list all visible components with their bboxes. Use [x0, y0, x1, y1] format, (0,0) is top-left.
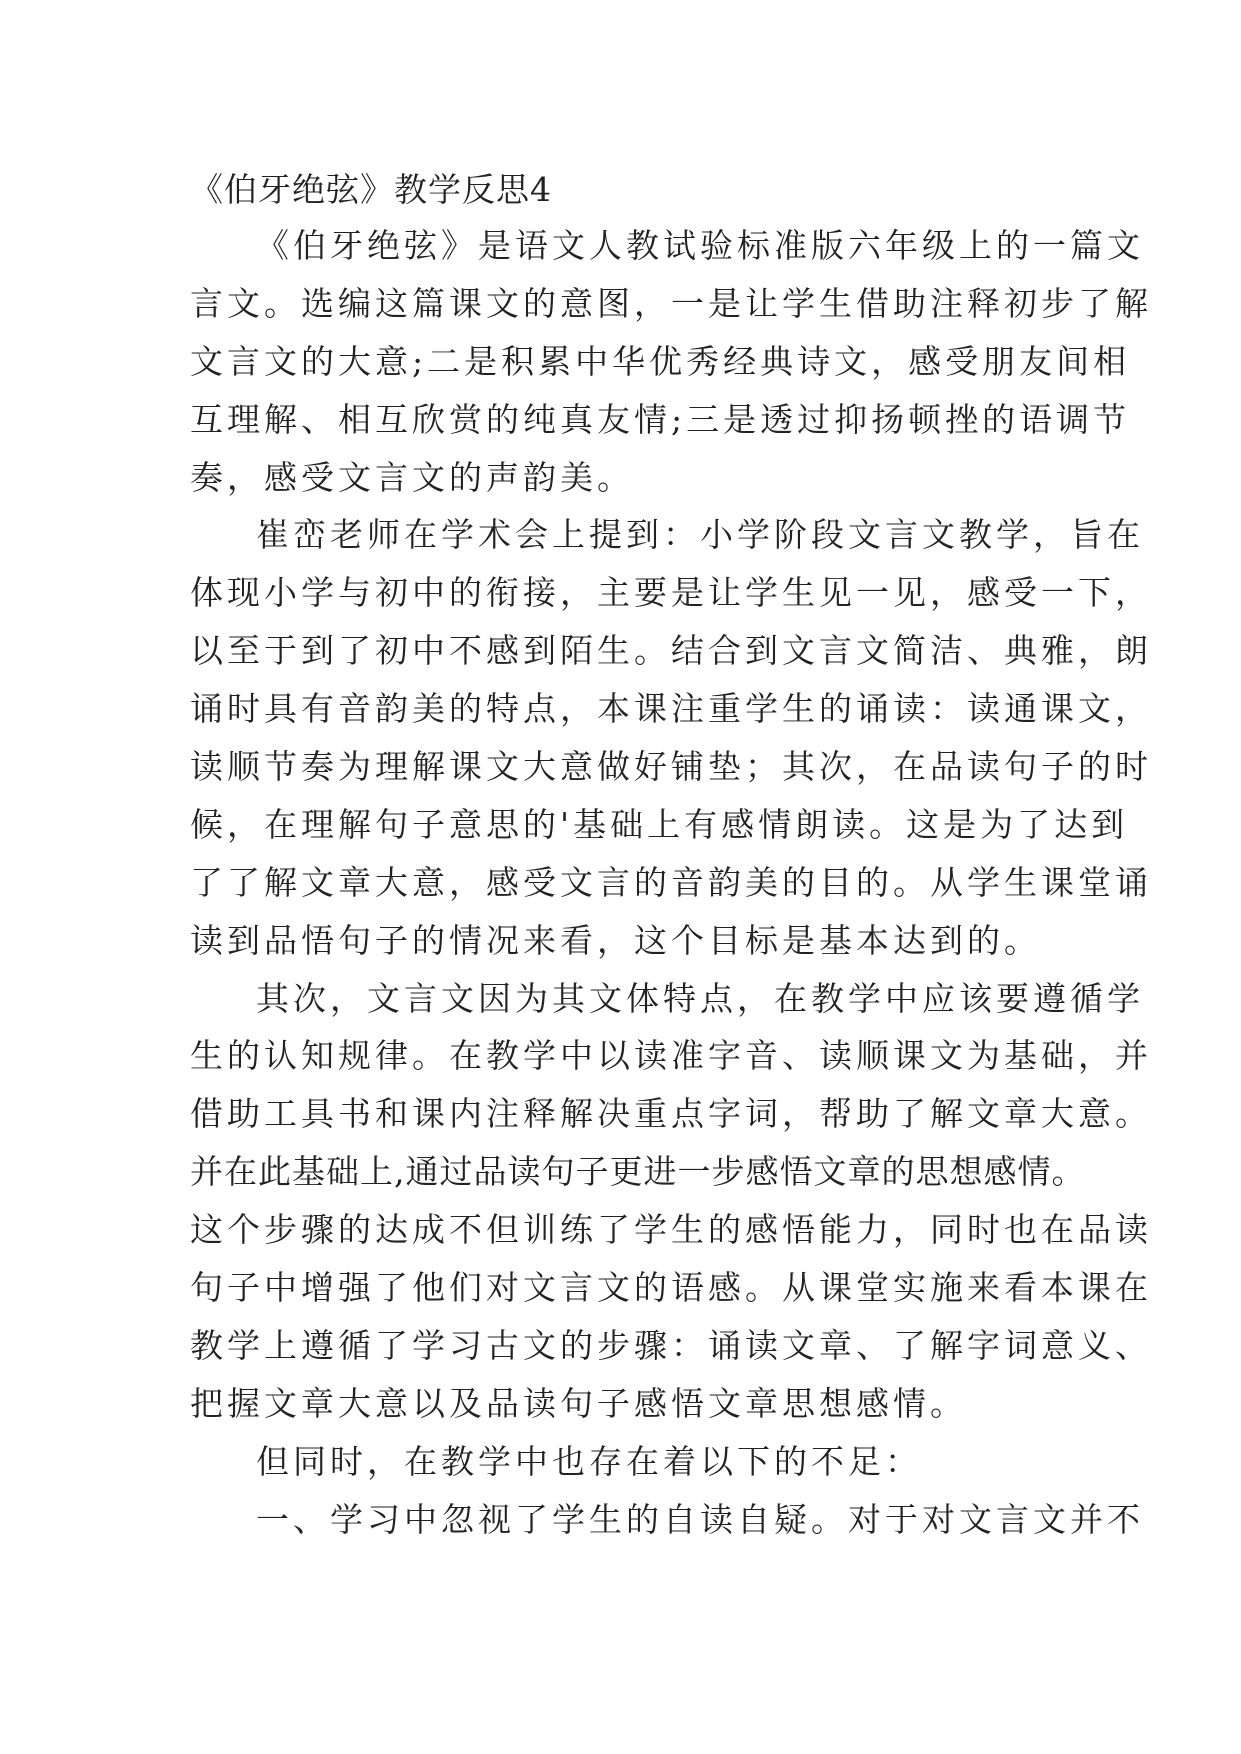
paragraph-1 — [190, 217, 1152, 506]
paragraph-line: 读到品悟句子的情况来看，这个目标是基本达到的。 — [190, 920, 1041, 960]
paragraph-line: 生的认知规律。在教学中以读准字音、读顺课文为基础，并 — [190, 1036, 1152, 1076]
paragraph-line: 互理解、相互欣赏的纯真友情;三是透过抑扬顿挫的语调节 — [190, 399, 1131, 439]
paragraph-line: 诵时具有音韵美的特点，本课注重学生的诵读：读通课文， — [190, 689, 1152, 729]
paragraph-line: 但同时，在教学中也存在着以下的不足： — [256, 1441, 922, 1481]
paragraph-4 — [190, 1433, 1070, 1491]
paragraph-2 — [190, 506, 1152, 969]
paragraph-line: 崔峦老师在学术会上提到：小学阶段文言文教学，旨在 — [256, 515, 1144, 555]
paragraph-line: 《伯牙绝弦》是语文人教试验标准版六年级上的一篇文 — [256, 226, 1144, 265]
paragraph-line: 言文。选编这篇课文的意图，一是让学生借助注释初步了解 — [190, 283, 1152, 323]
paragraph-line: 了了解文章大意，感受文言的音韵美的目的。从学生课堂诵 — [190, 862, 1152, 902]
document-body — [190, 162, 1152, 1548]
document-title: 《伯牙绝弦》教学反思4 — [190, 170, 552, 209]
paragraph-line: 文言文的大意;二是积累中华优秀经典诗文，感受朋友间相 — [190, 341, 1131, 381]
paragraph-line: 并在此基础上,通过品读句子更进一步感悟文章的思想感情。 — [190, 1152, 1086, 1192]
paragraph-line: 奏，感受文言文的声韵美。 — [190, 457, 634, 497]
paragraph-line: 一、学习中忽视了学生的自读自疑。对于对文言文并不 — [256, 1499, 1144, 1539]
paragraph-line: 教学上遵循了学习古文的步骤：诵读文章、了解字词意义、 — [190, 1325, 1152, 1365]
paragraph-line: 其次，文言文因为其文体特点，在教学中应该要遵循学 — [256, 978, 1144, 1018]
paragraph-line: 借助工具书和课内注释解决重点字词，帮助了解文章大意。 — [190, 1094, 1152, 1134]
paragraph-line: 体现小学与初中的衔接，主要是让学生见一见，感受一下， — [190, 573, 1152, 613]
paragraph-line: 把握文章大意以及品读句子感悟文章思想感情。 — [190, 1383, 967, 1423]
paragraph-line: 句子中增强了他们对文言文的语感。从课堂实施来看本课在 — [190, 1268, 1152, 1308]
paragraph-line: 以至于到了初中不感到陌生。结合到文言文简洁、典雅，朗 — [190, 631, 1152, 671]
paragraph-5 — [190, 1491, 1144, 1549]
paragraph-line: 候，在理解句子意思的'基础上有感情朗读。这是为了达到 — [190, 804, 1129, 844]
paragraph-3 — [190, 970, 1152, 1433]
paragraph-line: 这个步骤的达成不但训练了学生的感悟能力，同时也在品读 — [190, 1210, 1152, 1250]
paragraph-line: 读顺节奏为理解课文大意做好铺垫；其次，在品读句子的时 — [190, 747, 1152, 787]
